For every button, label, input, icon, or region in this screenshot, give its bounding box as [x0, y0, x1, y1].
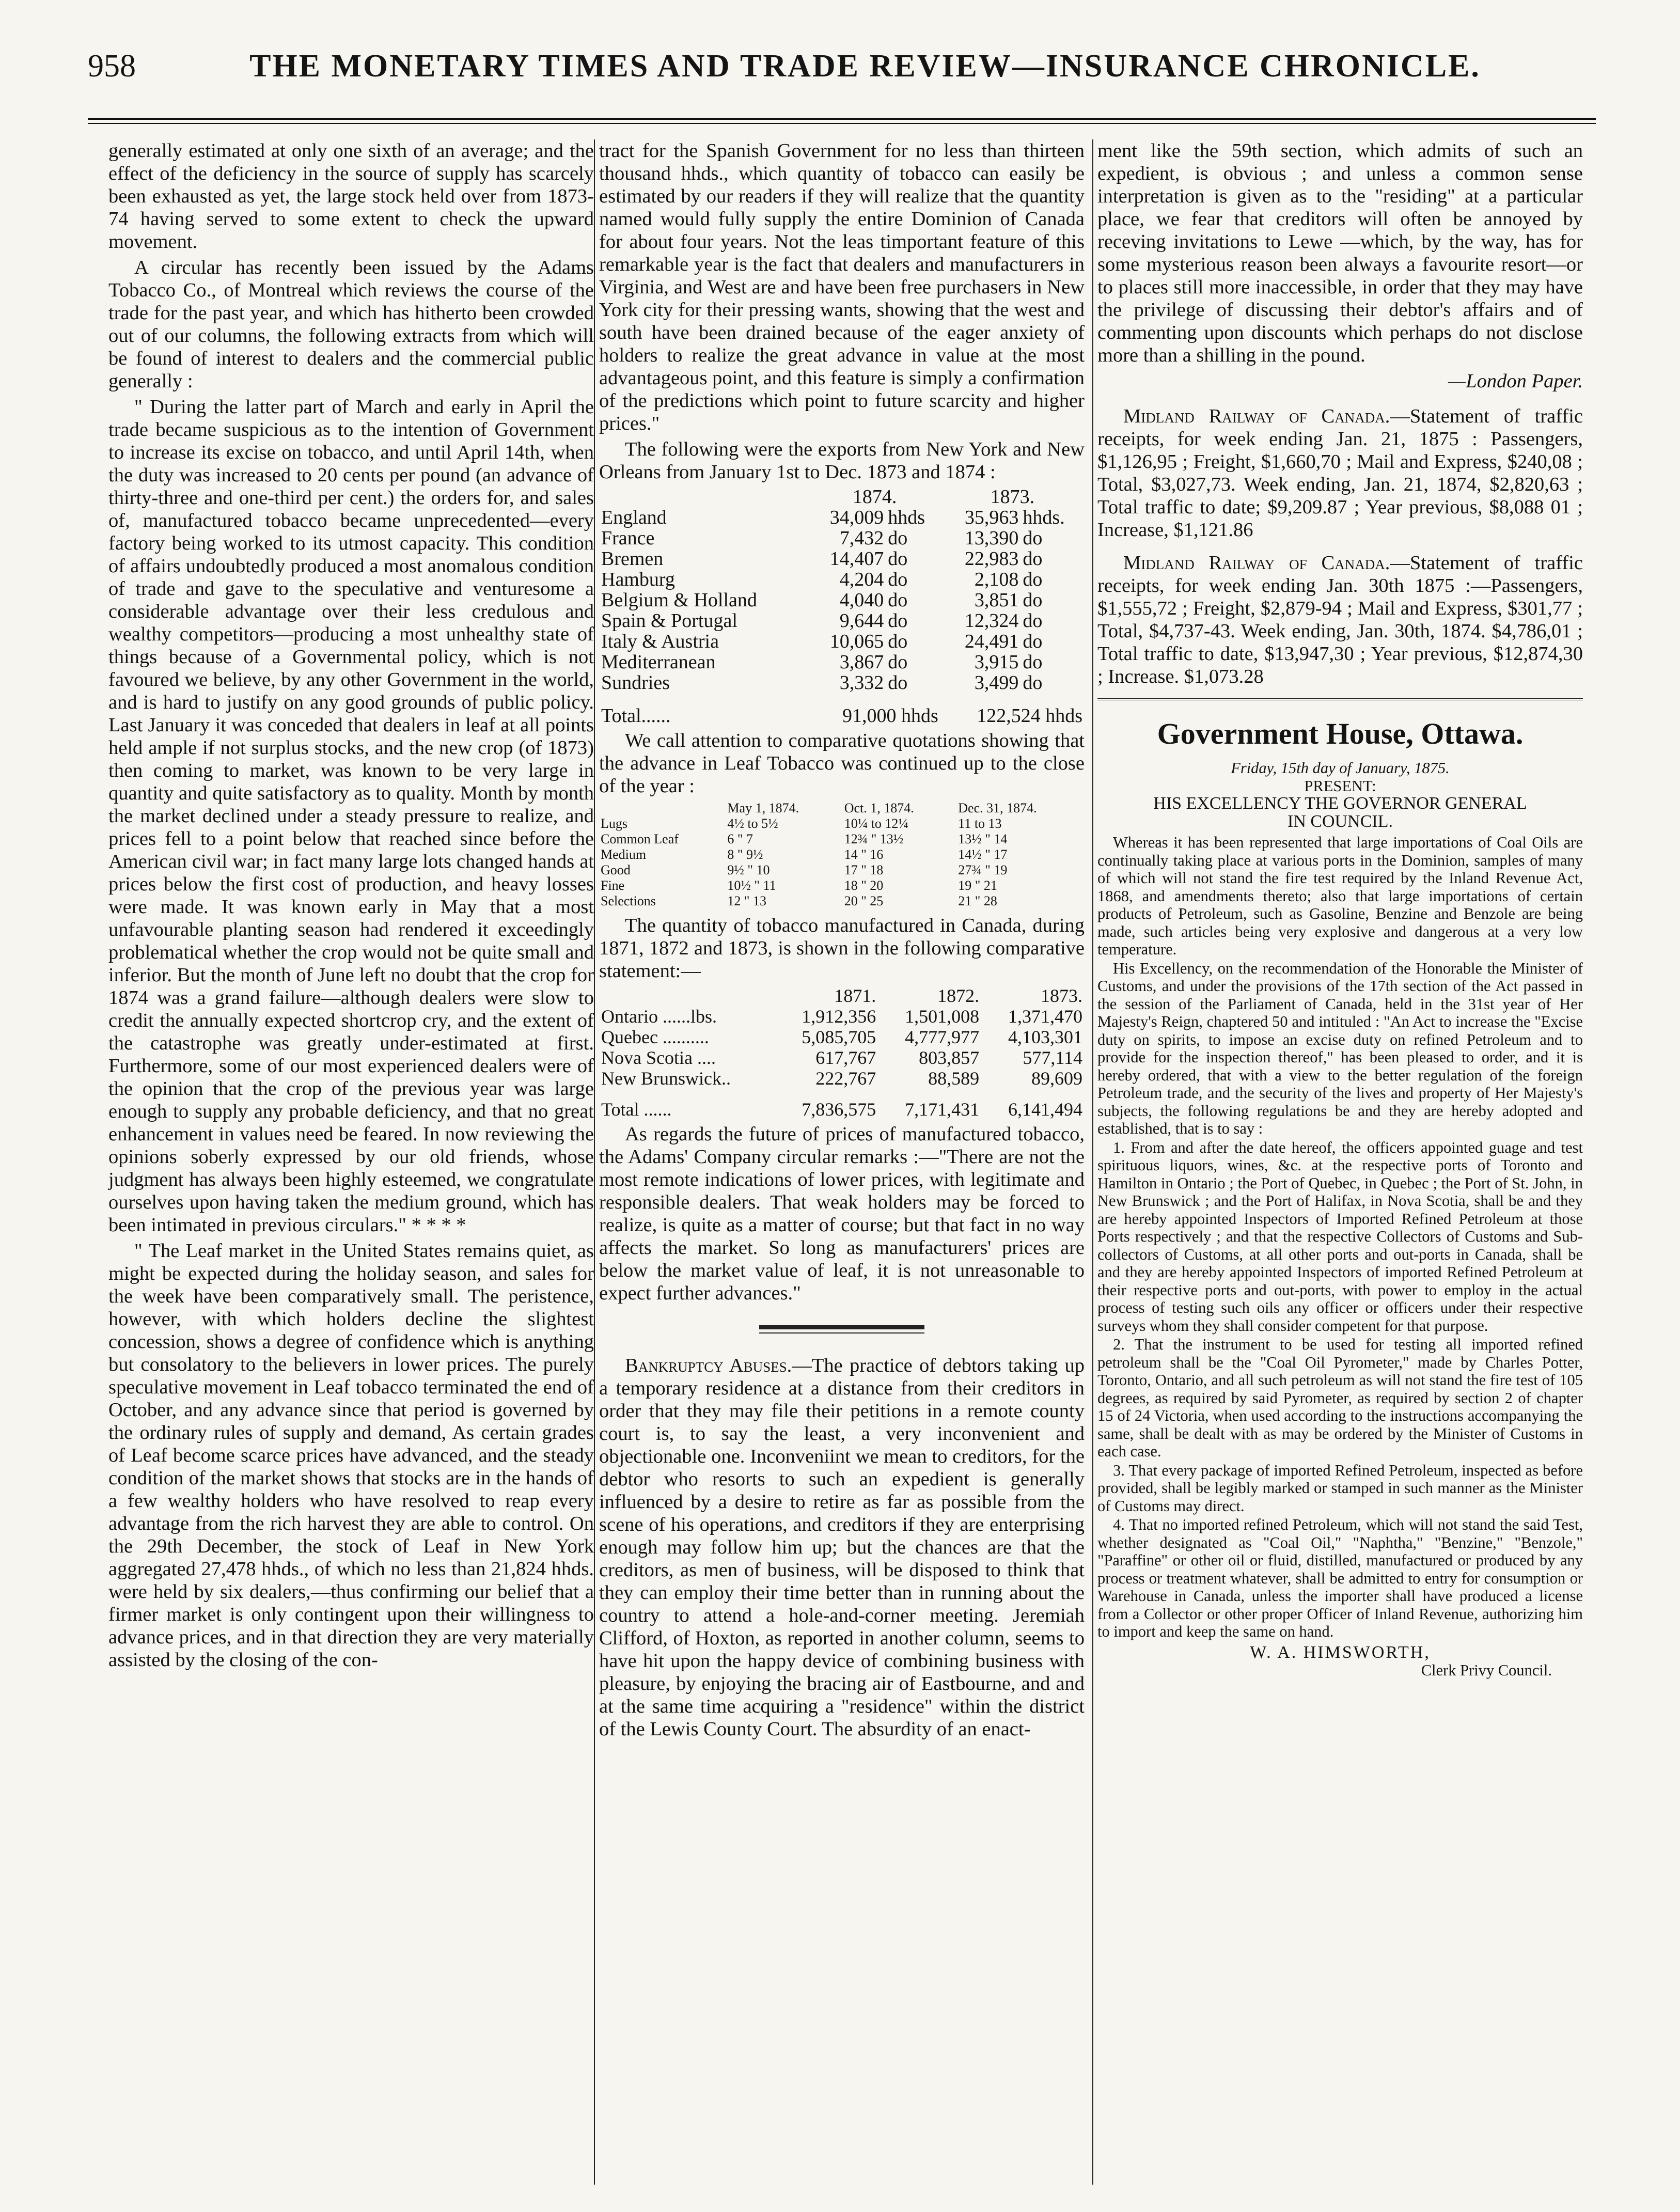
- table-cell: 577,114: [1023, 1047, 1082, 1068]
- table-cell: 13,390: [964, 527, 1019, 549]
- table-row: [599, 569, 1085, 590]
- paragraph: [599, 1354, 1085, 1740]
- table-cell: do: [1023, 589, 1043, 611]
- table-cell: 22,983: [964, 548, 1019, 570]
- table-cell: do: [1023, 672, 1043, 694]
- table-cell: Ontario ......lbs.: [601, 1006, 717, 1027]
- table-cell: Bremen: [601, 548, 664, 570]
- quotations-table: [599, 801, 1085, 909]
- table-row: [599, 590, 1085, 610]
- paragraph: " The Leaf market in the United States remains quiet, as might be expected during the holiday season, and sales for the week have been comparatively small. The peristence, however, with which holders decline the slightest concession, shows a degree of confidence which is anything but consolatory to the believers in lower prices. The purely speculative movement in Leaf tobacco terminated the end of October, and any advance since that period is governed by the ordinary rules of supply and demand, As certain grades of Leaf become scarce prices have advanced, and the steady condition of the market shows that stocks are in the hands of a few wealthy holders who have resolved to reap every advantage from the rich harvest they are able to control. On the 29th December, the stock of Leaf in New York aggregated 27,478 hhds., of which no less than 21,824 hhds. were held by six dealers,—thus confirming our belief that a firmer market is only contingent upon their willingness to advance prices, and in that direction they are very materially assisted by the closing of the con-: [108, 1240, 594, 1671]
- table-cell: Hamburg: [601, 569, 675, 590]
- table-cell: 91,000 hhds: [842, 705, 938, 727]
- table-row: [599, 893, 1085, 909]
- table-cell: Belgium & Holland: [601, 589, 757, 611]
- table-row: [599, 610, 1085, 631]
- article-body: —Statement of traffic receipts, for week ending Jan. 21, 1875 : Passengers, $1,126,95 ; Freight, $1,660,70 ; Mail and Express, $240,08 ; Total, $3,027,73. Week ending, Jan. 21, 1874, $2,820,63 ; Total traffic to date; $9,209.87 ; Year previous, $8,088 01 ; Increase, $1,121.86: [1097, 405, 1583, 541]
- paragraph: 4. That no imported refined Petroleum, which will not stand the said Test, whether designated as "Coal Oil," "Naphtha," "Benzine," "Benzole," "Paraffine" or other oil or fluid, distilled, manufactured or produced by any process or treatment whatever, shall be admitted to entry for consumption or Warehouse in Canada, unless the importer shall have produced a license from a Collector or other proper Officer of Inland Revenue, authorizing him to import and keep the same on hand.: [1097, 1516, 1583, 1640]
- table-cell: 3,915: [974, 651, 1019, 673]
- table-cell: 27¾ " 19: [958, 862, 1008, 877]
- table-cell: 34,009: [829, 507, 884, 528]
- table-cell: hhds.: [1023, 507, 1065, 528]
- table-cell: 13½ " 14: [958, 832, 1008, 846]
- paragraph: generally estimated at only one sixth of an average; and the effect of the deficiency in the source of supply has scarcely been exhausted as yet, the large stock held over from 1873-74 having served to some extent to check the upward movement.: [108, 140, 594, 253]
- section-heading: Government House, Ottawa.: [1097, 698, 1583, 752]
- table-row: [599, 548, 1085, 569]
- signature-name: W. A. HIMSWORTH,: [1250, 1642, 1431, 1662]
- column-header: 1872.: [937, 985, 980, 1006]
- table-cell: do: [1023, 527, 1043, 549]
- table-row: [599, 862, 1085, 878]
- table-row: [599, 1027, 1085, 1047]
- table-cell: 12,324: [964, 610, 1019, 632]
- table-cell: 803,857: [919, 1047, 980, 1068]
- article-body: —The practice of debtors taking up a temporary residence at a distance from their creditors in order that they may file their petitions in a remote county court is, to say the least, a very inconvenient and objectionable one. Inconveniint we mean to creditors, for the debtor who resorts to such an expedient is generally influenced by a desire to retire as far as possible from the scene of his operations, and creditors if they are enterprising enough may follow him up; but the chances are that the creditors, as men of business, will be disposed to think that they can employ their time better than in running about the country to attend a hole-and-corner meeting. Jeremiah Clifford, of Hoxton, as reported in another column, seems to have hit upon the happy device of combining business with pleasure, by enjoying the bracing air of Eastbourne, and and at the same time acquiring a "residence" within the district of the Lewis County Court. The absurdity of an enact-: [599, 1355, 1085, 1740]
- table-cell: 18 " 20: [844, 878, 884, 893]
- council-heading: HIS EXCELLENCY THE GOVERNOR GENERAL: [1153, 794, 1527, 813]
- exports-table: [599, 487, 1085, 726]
- table-cell: 4,040: [839, 589, 884, 611]
- table-cell: 617,767: [815, 1047, 876, 1068]
- signature-title: Clerk Privy Council.: [1421, 1661, 1552, 1679]
- table-cell: New Brunswick..: [601, 1068, 731, 1089]
- dateline: Friday, 15th day of January, 1875.: [1231, 759, 1450, 777]
- column-header: 1874.: [852, 486, 897, 508]
- column-header: 1871.: [834, 985, 876, 1006]
- table-cell: 122,524 hhds: [977, 705, 1082, 727]
- table-cell: 12 " 13: [727, 893, 767, 908]
- table-cell: Selections: [601, 893, 656, 908]
- table-cell: 19 " 21: [958, 878, 997, 893]
- table-cell: 6,141,494: [1008, 1099, 1082, 1120]
- column-1: [108, 139, 594, 1674]
- table-cell: 14,407: [829, 548, 884, 570]
- article-heading: Midland Railway of Canada.: [1123, 405, 1390, 427]
- table-cell: 9,644: [839, 610, 884, 632]
- table-cell: 4,103,301: [1008, 1027, 1082, 1047]
- table-total-row: [599, 1089, 1085, 1120]
- table-cell: 17 " 18: [844, 862, 884, 877]
- table-cell: 8 " 9½: [727, 847, 763, 862]
- table-cell: do: [888, 548, 908, 570]
- table-row: [599, 652, 1085, 672]
- table-cell: 7,171,431: [905, 1099, 980, 1120]
- table-header-row: [599, 985, 1085, 1006]
- table-cell: 7,432: [839, 527, 884, 549]
- table-header-row: [599, 487, 1085, 507]
- page-number: 958: [88, 49, 136, 84]
- table-cell: 4½ to 5½: [727, 816, 778, 831]
- table-cell: Italy & Austria: [601, 631, 719, 652]
- table-cell: do: [888, 589, 908, 611]
- table-cell: hhds: [888, 507, 925, 528]
- table-cell: 14½ " 17: [958, 847, 1008, 862]
- table-cell: 10¼ to 12¼: [844, 816, 908, 831]
- table-cell: Common Leaf: [601, 832, 679, 846]
- table-row: [599, 631, 1085, 652]
- section-divider: [759, 1325, 924, 1334]
- table-cell: England: [601, 507, 667, 528]
- table-cell: do: [888, 672, 908, 694]
- table-cell: do: [888, 527, 908, 549]
- table-cell: 10½ " 11: [727, 878, 776, 893]
- paragraph: The following were the exports from New York and New Orleans from January 1st to Dec. 1873 and 1874 :: [599, 438, 1085, 483]
- table-row: [599, 1068, 1085, 1089]
- council-heading: IN COUNCIL.: [1288, 811, 1393, 831]
- table-cell: do: [888, 569, 908, 590]
- table-cell: 3,867: [839, 651, 884, 673]
- table-row: [599, 1047, 1085, 1068]
- table-cell: Good: [601, 862, 631, 877]
- table-cell: 89,609: [1031, 1068, 1082, 1089]
- table-cell: 24,491: [964, 631, 1019, 652]
- paragraph: 2. That the instrument to be used for testing all imported refined petroleum shall be the "Coal Oil Pyrometer," made by Charles Potter, Toronto, Ontario, and all such petroleum as will not stand the fire test of 105 degrees, as required by said Pyrometer, as required by section 2 of chapter 15 of 24 Victoria, when used according to the instructions accompanying the same, shall be dealt with as may be ordered by the Minister of Customs in each case.: [1097, 1336, 1583, 1460]
- manufacture-table: [599, 985, 1085, 1120]
- table-row: [599, 507, 1085, 528]
- column-2: [599, 139, 1085, 1744]
- present-label: PRESENT:: [1304, 777, 1376, 795]
- table-cell: do: [1023, 548, 1043, 570]
- table-cell: 7,836,575: [802, 1099, 876, 1120]
- table-cell: do: [1023, 610, 1043, 632]
- table-cell: Lugs: [601, 816, 627, 831]
- paragraph: 3. That every package of imported Refined Petroleum, inspected as before provided, shall be legibly marked or stamped in such manner as the Minister of Customs may direct.: [1097, 1461, 1583, 1515]
- table-cell: Fine: [601, 878, 625, 893]
- table-cell: do: [1023, 651, 1043, 673]
- table-cell: Nova Scotia ....: [601, 1047, 716, 1068]
- table-cell: 14 " 16: [844, 847, 884, 862]
- table-cell: France: [601, 527, 655, 549]
- table-cell: 4,777,977: [905, 1027, 980, 1047]
- table-cell: 20 " 25: [844, 893, 884, 908]
- paragraph: ment like the 59th section, which admits of such an expedient, is obvious ; and unless a common sense interpretation is given as to the "residing" at a particular place, we fear that creditors will often be annoyed by receving invitations to Lewe —which, by the way, has for some mysterious reason been always a favourite resort—or to places still more inaccessible, in order that they may have the privilege of discussing their debtor's affairs and of commenting upon discounts which perhaps do not disclose more than a shilling in the pound.: [1097, 140, 1583, 366]
- paragraph: We call attention to comparative quotations showing that the advance in Leaf Tobacco was continued up to the close of the year :: [599, 730, 1085, 797]
- table-cell: 35,963: [964, 507, 1019, 528]
- table-row: [599, 528, 1085, 548]
- table-cell: do: [888, 651, 908, 673]
- table-cell: do: [1023, 631, 1043, 652]
- page-header: [88, 45, 1596, 118]
- table-cell: 2,108: [974, 569, 1019, 590]
- paragraph: tract for the Spanish Government for no less than thirteen thousand hhds., which quantity of tobacco can easily be estimated by our readers if they will realize that the quantity named would fully supply the entire Dominion of Canada for about four years. Not the leas timportant feature of this remarkable year is the fact that dealers and manufacturers in Virginia, and West are and have been free purchasers in New York city for their pressing wants, showing that the west and south have been drained because of the eager anxiety of holders to realize the great advance in value at the most advantageous point, and this feature is simply a confirmation of the predictions which point to future scarcity and higher prices.": [599, 140, 1085, 434]
- column-header: Oct. 1, 1874.: [844, 801, 914, 815]
- table-cell: Quebec ..........: [601, 1027, 709, 1047]
- table-cell: Sundries: [601, 672, 670, 694]
- paragraph: " During the latter part of March and early in April the trade became suspicious as to the intention of Government to increase its excise on tobacco, and until April 14th, when the duty was increased to 20 cents per pound (an advance of thirty-three and one-third per cent.) the orders for, and sales of, manufactured tobacco became unprecedented—every factory being worked to its utmost capacity. This condition of affairs undoubtedly produced a most anomalous condition of trade and gave to the speculative and venturesome a considerable advantage over their less credulous and wealthy competitors—producing a most unhealthy state of things because of a Governmental policy, which is not favoured we believe, by any other Government in the world, and is hard to justify on any good grounds of public policy. Last January it was conceded that dealers in leaf at all points held ample if not surplus stocks, and the new crop (of 1873) then coming to market, was known to be very large in quantity and quite satisfactory as to quality. Month by month the market declined under a steady pressure to realize, and prices fell to a point below that reached since before the American civil war; in fact many large lots changed hands at prices below the first cost of production, and heavy losses were made. It was known early in May that a most unfavourable planting season had rendered it exceedingly problematical whether the crop would not be quite small and inferior. But the month of June left no doubt that the crop for 1874 was a grand failure—although dealers were slow to credit the annually expected shortcrop cry, and the extent of the catastrophe was greatly under-estimated at first. Furthermore, some of our most experienced dealers were of the opinion that the crop of the previous year was large enough to supply any probable deficiency, and that no great enhancement in values need be feared. In now reviewing the opinions soberly expressed by our old friends, whose judgment has always been highly esteemed, we congratulate ourselves upon having taken the medium ground, which has been intimated in previous circulars." * * * *: [108, 396, 594, 1236]
- column-header: 1873.: [1041, 985, 1082, 1006]
- article-body: —Statement of traffic receipts, for week ending Jan. 30th 1875 :—Passengers, $1,555,72 ; Freight, $2,879-94 ; Mail and Express, $301,77 ; Total, $4,737-43. Week ending, Jan. 30th, 1874. $4,786,01 ; Total traffic to date, $13,947,30 ; Year previous, $12,874,30 ; Increase. $1,073.28: [1097, 552, 1583, 687]
- paragraph: The quantity of tobacco manufactured in Canada, during 1871, 1872 and 1873, is shown in the following comparative statement:—: [599, 915, 1085, 982]
- table-cell: 3,851: [974, 589, 1019, 611]
- table-row: [599, 832, 1085, 847]
- header-rule-thin: [88, 123, 1596, 124]
- paragraph: [1097, 405, 1583, 541]
- table-cell: 21 " 28: [958, 893, 997, 908]
- paragraph: 1. From and after the date hereof, the officers appointed guage and test spirituous liquors, wines, &c. at the respective ports of Toronto and Hamilton in Ontario ; the Port of Quebec, in Quebec ; the Port of St. John, in New Brunswick ; and the Port of Halifax, in Nova Scotia, shall be and they are hereby appointed Inspectors of Imported Refined Petroleum at those Ports respectively ; and that the respective Collectors of Customs and Sub-collectors of Customs, at all other ports and out-ports in Canada, shall be and they are hereby appointed Inspectors of imported Refined Petroleum at their respective ports and out-ports, with power to employ in the actual process of testing such oils any officer or officers under their respective surveys whom they shall consider competent for that purpose.: [1097, 1138, 1583, 1335]
- table-row: [599, 878, 1085, 893]
- table-row: [599, 847, 1085, 862]
- column-3: [1097, 139, 1583, 1680]
- table-cell: 12¾ " 13½: [844, 832, 904, 846]
- table-cell: 5,085,705: [802, 1027, 876, 1047]
- table-row: [599, 1006, 1085, 1027]
- column-header: Dec. 31, 1874.: [958, 801, 1037, 815]
- column-header: 1873.: [990, 486, 1035, 508]
- table-row: [599, 816, 1085, 832]
- table-cell: Spain & Portugal: [601, 610, 737, 632]
- table-cell: 4,204: [839, 569, 884, 590]
- column-divider: [594, 139, 595, 2185]
- table-cell: Total ......: [601, 1099, 672, 1120]
- paragraph: Whereas it has been represented that large importations of Coal Oils are continually taking place at various ports in the Dominion, samples of many of which will not stand the fire test required by the Inland Revenue Act, 1868, and amendments thereto; also that large importations of certain products of Petroleum, such as Gasoline, Benzine and Benzole are being made, such articles being very explosive and dangerous at a very low temperature.: [1097, 834, 1583, 958]
- paragraph: [1097, 552, 1583, 688]
- paragraph: A circular has recently been issued by the Adams Tobacco Co., of Montreal which reviews the course of the trade for the past year, and which has hitherto been crowded out of our columns, the following extracts from which will be found of interest to dealers and the commercial public generally :: [108, 257, 594, 392]
- table-cell: do: [888, 631, 908, 652]
- table-cell: Total......: [601, 705, 671, 727]
- article-heading: Midland Railway of Canada.: [1123, 552, 1390, 574]
- paragraph: His Excellency, on the recommendation of the Honorable the Minister of Customs, and under the provisions of the 17th section of the Act passed in the session of the Parliament of Canada, held in the 31st year of Her Majesty's Reign, chaptered 50 and intituled : "An Act to increase the "Excise duty on spirits, to impose an excise duty on refined Petroleum and to provide for the inspection thereof," has been pleased to order, and it is hereby ordered, that with a view to the better regulation of the foreign Petroleum trade, and the security of the lives and property of Her Majesty's subjects, the following regulations be and they are hereby adopted and established, that is to say :: [1097, 959, 1583, 1137]
- table-cell: do: [888, 610, 908, 632]
- table-cell: 10,065: [829, 631, 884, 652]
- table-cell: 3,332: [839, 672, 884, 694]
- table-cell: 9½ " 10: [727, 862, 770, 877]
- paragraph: As regards the future of prices of manufactured tobacco, the Adams' Company circular remarks :—"There are not the most remote indications of lower prices, with legitimate and responsible dealers. That weak holders may be forced to realize, is quite as a matter of course; but that fact in no way affects the market. So long as manufacturers' prices are below the market value of leaf, it is not unreasonable to expect further advances.": [599, 1123, 1085, 1304]
- source-credit: —London Paper.: [1448, 370, 1583, 392]
- table-cell: 1,501,008: [905, 1006, 980, 1027]
- article-heading: Bankruptcy Abuses.: [625, 1355, 792, 1376]
- table-total-row: [599, 693, 1085, 726]
- table-cell: 1,371,470: [1008, 1006, 1082, 1027]
- column-divider: [1092, 139, 1093, 2185]
- table-header-row: [599, 801, 1085, 816]
- column-header: May 1, 1874.: [727, 801, 799, 815]
- table-cell: 3,499: [974, 672, 1019, 694]
- masthead-title: THE MONETARY TIMES AND TRADE REVIEW—INSURANCE CHRONICLE.: [249, 49, 1481, 84]
- table-cell: do: [1023, 569, 1043, 590]
- table-cell: 88,589: [928, 1068, 980, 1089]
- table-cell: Mediterranean: [601, 651, 716, 673]
- table-row: [599, 672, 1085, 693]
- header-rule: [88, 118, 1596, 120]
- table-cell: 222,767: [815, 1068, 876, 1089]
- table-cell: 6 " 7: [727, 832, 753, 846]
- table-cell: 11 to 13: [958, 816, 1002, 831]
- table-cell: 1,912,356: [802, 1006, 876, 1027]
- table-cell: Medium: [601, 847, 647, 862]
